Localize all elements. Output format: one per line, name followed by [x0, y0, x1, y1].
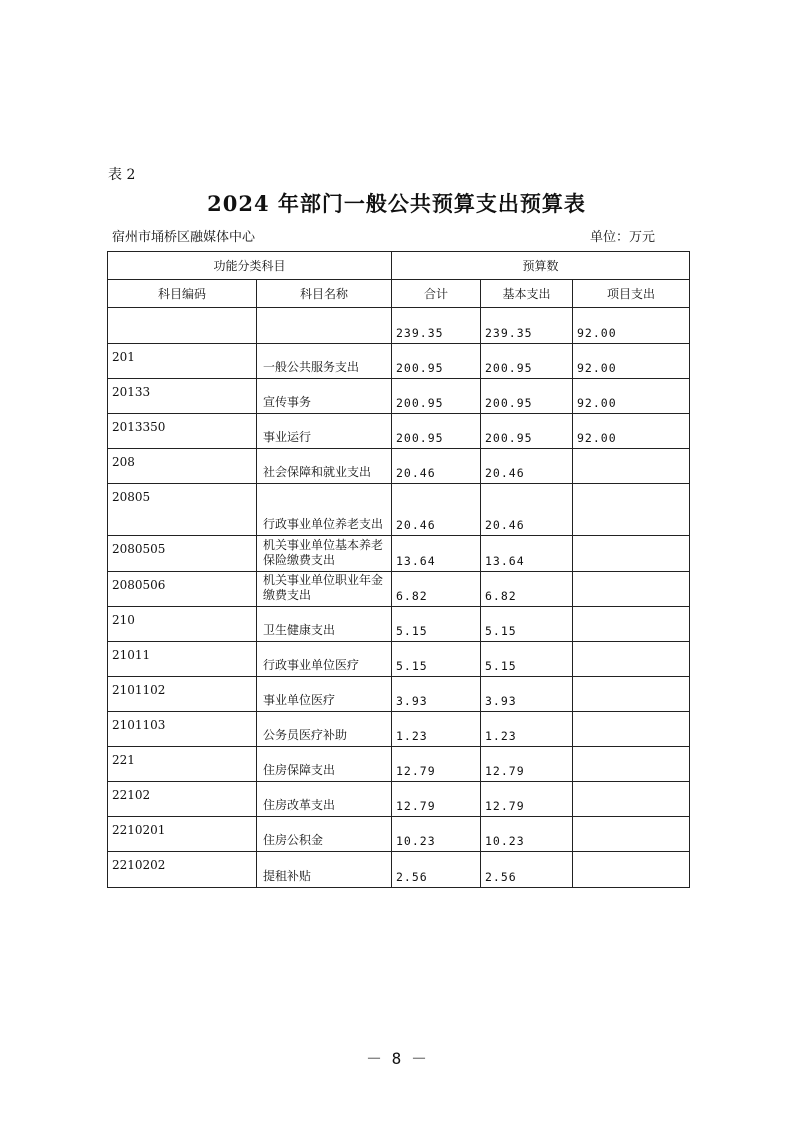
total-cell: 10.23: [392, 817, 481, 852]
project-expense-cell: [573, 712, 690, 747]
subject-name-cell: 一般公共服务支出: [257, 344, 392, 379]
project-expense-cell: 92.00: [573, 414, 690, 449]
total-cell: 2.56: [392, 852, 481, 888]
organization-name: 宿州市埇桥区融媒体中心: [112, 230, 256, 245]
header-budget-amount: 预算数: [392, 252, 690, 280]
total-cell: 20.46: [392, 449, 481, 484]
basic-expense-cell: 239.35: [481, 308, 573, 344]
table-label: 表 2: [108, 167, 136, 183]
basic-expense-cell: 12.79: [481, 782, 573, 817]
total-cell: 200.95: [392, 344, 481, 379]
table-row: [108, 449, 690, 484]
basic-expense-cell: 13.64: [481, 536, 573, 572]
subject-name-cell: 住房公积金: [257, 817, 392, 852]
header-subject-code: 科目编码: [108, 280, 257, 308]
table-row: [108, 344, 690, 379]
header-subject-name: 科目名称: [257, 280, 392, 308]
subject-name-cell: 宣传事务: [257, 379, 392, 414]
basic-expense-cell: 20.46: [481, 484, 573, 536]
total-cell: 20.46: [392, 484, 481, 536]
subject-code-cell: 21011: [108, 642, 257, 677]
table-row: [108, 677, 690, 712]
subject-name-cell: 住房保障支出: [257, 747, 392, 782]
project-expense-cell: 92.00: [573, 379, 690, 414]
basic-expense-cell: 5.15: [481, 642, 573, 677]
basic-expense-cell: 10.23: [481, 817, 573, 852]
table-row: [108, 572, 690, 607]
table-row: [108, 308, 690, 344]
project-expense-cell: [573, 536, 690, 572]
project-expense-cell: [573, 484, 690, 536]
subject-code-cell: 20133: [108, 379, 257, 414]
project-expense-cell: [573, 607, 690, 642]
table-row: [108, 484, 690, 536]
subject-name-cell: 事业单位医疗: [257, 677, 392, 712]
basic-expense-cell: 200.95: [481, 379, 573, 414]
subject-code-cell: [108, 308, 257, 344]
basic-expense-cell: 5.15: [481, 607, 573, 642]
subject-name-cell: 机关事业单位职业年金缴费支出: [257, 572, 392, 607]
total-cell: 5.15: [392, 642, 481, 677]
unit-label: 单位：万元: [590, 230, 656, 245]
subject-code-cell: 2013350: [108, 414, 257, 449]
subject-name-cell: 提租补贴: [257, 852, 392, 888]
total-cell: 3.93: [392, 677, 481, 712]
total-cell: 12.79: [392, 782, 481, 817]
header-functional-class: 功能分类科目: [108, 252, 392, 280]
subject-name-cell: 机关事业单位基本养老保险缴费支出: [257, 536, 392, 572]
subject-name-cell: 公务员医疗补助: [257, 712, 392, 747]
table-row: [108, 712, 690, 747]
basic-expense-cell: 1.23: [481, 712, 573, 747]
total-cell: 13.64: [392, 536, 481, 572]
project-expense-cell: 92.00: [573, 308, 690, 344]
basic-expense-cell: 6.82: [481, 572, 573, 607]
subject-name-cell: 社会保障和就业支出: [257, 449, 392, 484]
project-expense-cell: [573, 852, 690, 888]
basic-expense-cell: 2.56: [481, 852, 573, 888]
subject-code-cell: 22102: [108, 782, 257, 817]
table-row: [108, 607, 690, 642]
subject-code-cell: 2080506: [108, 572, 257, 607]
subject-code-cell: 2101103: [108, 712, 257, 747]
subject-name-cell: 事业运行: [257, 414, 392, 449]
subject-code-cell: 208: [108, 449, 257, 484]
header-basic-expense: 基本支出: [481, 280, 573, 308]
subject-code-cell: 20805: [108, 484, 257, 536]
total-cell: 6.82: [392, 572, 481, 607]
total-cell: 1.23: [392, 712, 481, 747]
basic-expense-cell: 200.95: [481, 344, 573, 379]
subject-code-cell: 210: [108, 607, 257, 642]
subject-code-cell: 2210201: [108, 817, 257, 852]
total-cell: 200.95: [392, 379, 481, 414]
project-expense-cell: [573, 782, 690, 817]
subject-code-cell: 201: [108, 344, 257, 379]
total-cell: 239.35: [392, 308, 481, 344]
subject-name-cell: 卫生健康支出: [257, 607, 392, 642]
project-expense-cell: [573, 449, 690, 484]
subject-code-cell: 2080505: [108, 536, 257, 572]
project-expense-cell: [573, 817, 690, 852]
page-title: 2024 年部门一般公共预算支出预算表: [207, 191, 586, 216]
table-row: [108, 747, 690, 782]
project-expense-cell: [573, 677, 690, 712]
header-project-expense: 项目支出: [573, 280, 690, 308]
table-row: [108, 536, 690, 572]
table-row: [108, 379, 690, 414]
basic-expense-cell: 12.79: [481, 747, 573, 782]
project-expense-cell: [573, 572, 690, 607]
total-cell: 200.95: [392, 414, 481, 449]
subject-name-cell: 行政事业单位医疗: [257, 642, 392, 677]
budget-table: [107, 251, 690, 888]
subject-name-cell: 住房改革支出: [257, 782, 392, 817]
total-cell: 5.15: [392, 607, 481, 642]
table-row: [108, 642, 690, 677]
page-number: － 8 －: [366, 1049, 427, 1068]
project-expense-cell: [573, 747, 690, 782]
project-expense-cell: [573, 642, 690, 677]
table-row: [108, 414, 690, 449]
basic-expense-cell: 3.93: [481, 677, 573, 712]
subject-code-cell: 2101102: [108, 677, 257, 712]
basic-expense-cell: 20.46: [481, 449, 573, 484]
table-row: [108, 852, 690, 888]
project-expense-cell: 92.00: [573, 344, 690, 379]
subject-name-cell: 行政事业单位养老支出: [257, 484, 392, 536]
header-total: 合计: [392, 280, 481, 308]
total-cell: 12.79: [392, 747, 481, 782]
table-row: [108, 817, 690, 852]
table-row: [108, 782, 690, 817]
subject-name-cell: [257, 308, 392, 344]
subject-code-cell: 221: [108, 747, 257, 782]
subject-code-cell: 2210202: [108, 852, 257, 888]
basic-expense-cell: 200.95: [481, 414, 573, 449]
